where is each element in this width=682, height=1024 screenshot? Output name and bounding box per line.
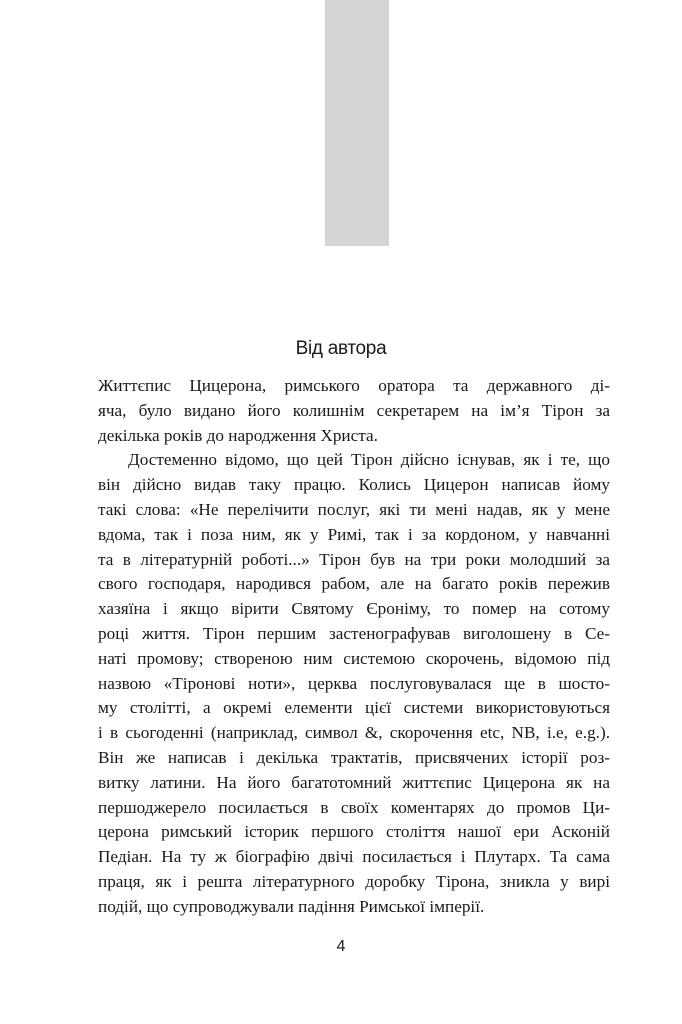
section-heading: Від автора <box>295 338 387 359</box>
text-line: подій, що супроводжували падіння Римської імперії. <box>98 896 485 916</box>
text-line: вдома, так і поза ним, як у Римі, так і за кордоном, у навчанні <box>98 524 610 544</box>
text-line: декілька років до народження Христа. <box>98 425 378 445</box>
text-line: праця, як і решта літературного доробку Тірона, зникла у вирі <box>98 871 610 891</box>
text-line: і в сьогоденні (наприклад, символ &, скорочення etc, NB, i.e, e.g.). <box>98 723 610 743</box>
text-line: хазяїна і якщо вірити Святому Єроніму, то помер на сотому <box>98 599 610 619</box>
body-text <box>98 374 610 920</box>
text-line: свого господаря, народився рабом, але на багато років пережив <box>98 574 610 594</box>
gray-thumb-tab <box>325 0 389 246</box>
page-number: 4 <box>336 938 346 955</box>
text-line: наті промову; створеною ним системою скорочень, відомою під <box>98 648 610 668</box>
text-line: першоджерело посилається в своїх коментарях до промов Ци- <box>98 797 610 817</box>
text-line: Він же написав і декілька трактатів, присвячених історії роз- <box>98 747 610 767</box>
text-line: витку латини. На його багатотомний життєпис Цицерона як на <box>98 772 610 792</box>
text-line: такі слова: «Не перелічити послуг, які ти мені надав, як у мене <box>98 499 610 519</box>
text-line: му столітті, а окремі елементи цієї системи використовуються <box>98 698 610 718</box>
text-line: Життєпис Цицерона, римського оратора та державного ді- <box>98 376 610 395</box>
text-line: назвою «Тіронові ноти», церква послуговувалася ще в шосто- <box>98 673 610 693</box>
text-line: Педіан. На ту ж біографію двічі посилається і Плутарх. Та сама <box>98 847 610 867</box>
text-line: церона римський історик першого століття нашої ери Асконій <box>98 822 610 842</box>
text-line: році життя. Тірон першим застенографував виголошену в Се- <box>98 623 610 643</box>
text-line: Достеменно відомо, що цей Тірон дійсно існував, як і те, що <box>128 450 610 470</box>
text-line: та в літературній роботі...» Тірон був на три роки молодший за <box>98 549 610 569</box>
text-line: він дійсно видав таку працю. Колись Цицерон написав йому <box>98 475 610 495</box>
text-line: яча, було видано його колишнім секретарем на ім’я Тірон за <box>98 400 610 420</box>
